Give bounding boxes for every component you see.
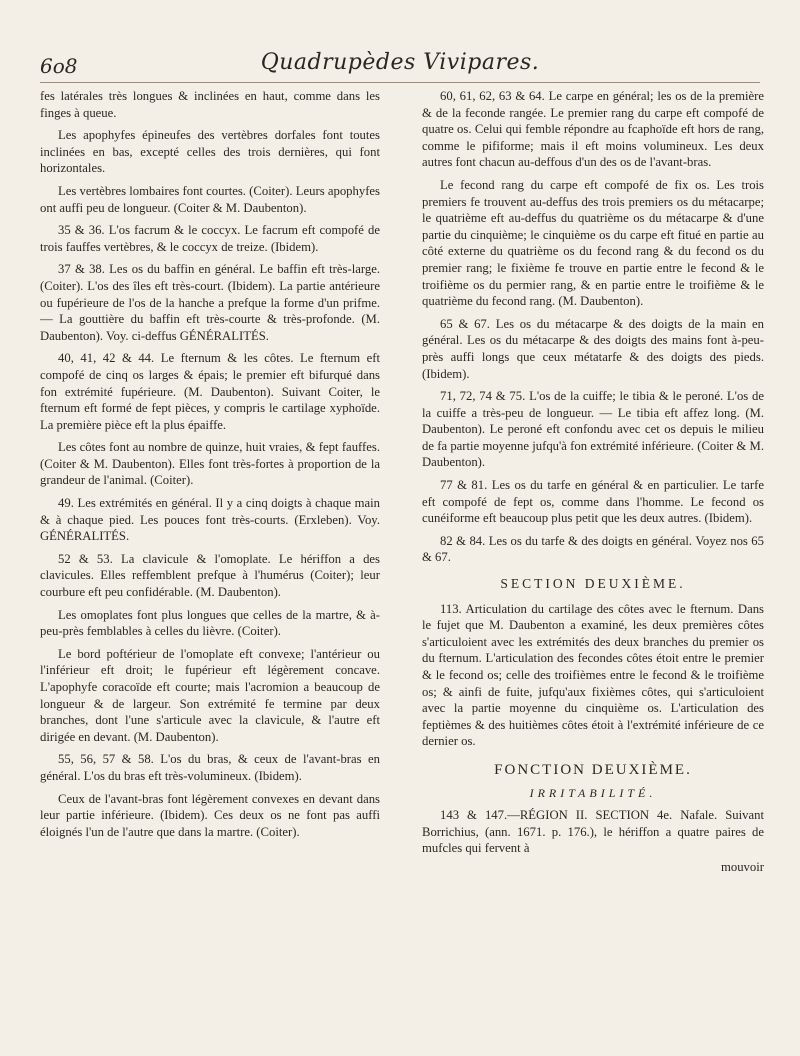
- paragraph: Le bord poftérieur de l'omoplate eft convexe; l'antérieur ou l'inférieur eft droit; le fupérieur eft légèrement concave. L'apophyfe coracoïde eft courte; mais l'acromion a beaucoup de longueur & de largeur. Son extrémité fe termine par deux branches, dont l'une s'articule avec la clavicule, & l'autre eft dirigée en devant. (M. Daubenton).: [40, 646, 380, 744]
- paragraph: 52 & 53. La clavicule & l'omoplate. Le hériffon a des clavicules. Elles reffemblent prefque à l'humérus (Coiter); leur courbure eft peu confidérable. (M. Daubenton).: [40, 551, 380, 600]
- paragraph: Les omoplates font plus longues que celles de la martre, & à-peu-près femblables à celles du lièvre. (Coiter).: [40, 607, 380, 639]
- section-heading: SECTION DEUXIÈME.: [500, 576, 686, 592]
- paragraph: 35 & 36. L'os facrum & le coccyx. Le facrum eft compofé de trois fauffes vertèbres, & le coccyx de treize. (Ibidem).: [40, 223, 380, 254]
- paragraph: fes latérales très longues & inclinées en haut, comme dans les finges à queue.: [40, 89, 380, 120]
- paragraph: Le fecond rang du carpe eft compofé de fix os. Les trois premiers fe trouvent au-deffus des trois premiers os du métacarpe; le quatrième eft au-deffus du quatrième os du métacarpe & d'une partie du cinquième; le cinquième os du carpe eft fitué en partie au côté externe du quatrième os du fecond rang & du fecond os du premier rang; le fixième fe trouve en partie entre le fecond & le troifième os du permier rang, & en partie entre le troifième & le quatrième du fecond rang. (M. Daubenton).: [422, 177, 764, 309]
- page-header: [40, 48, 760, 83]
- paragraph: 71, 72, 74 & 75. L'os de la cuiffe; le tibia & le peroné. L'os de la cuiffe a très-peu de longueur. — Le tibia eft affez long. (M. Daubenton). Le peroné eft confondu avec cet os depuis le milieu de fa partie moyenne jufqu'à fon extrémité inférieure. (Coiter & M. Daubenton).: [422, 389, 764, 470]
- paragraph: 40, 41, 42 & 44. Le fternum & les côtes. Le fternum eft compofé de cinq os larges & épais; le premier eft bifurqué dans fon extrémité fupérieure. (M. Daubenton). Suivant Coiter, le fternum eft formé de fept pièces, y compris le cartilage xyphoïde. La première pièce eft la plus épaiffe.: [40, 351, 380, 432]
- page-number: 6o8: [40, 54, 78, 78]
- catchword: mouvoir: [721, 859, 764, 874]
- fonction-heading: FONCTION DEUXIÈME.: [494, 761, 692, 778]
- paragraph: 60, 61, 62, 63 & 64. Le carpe en général; les os de la première & de la feconde rangée. Le premier rang du carpe eft compofé de quatre os. Celui qui femble répondre au fcaphoïde eft hors de rang, comme le pififorme; mais il eft moins volumineux. Les deux autres font chacun au-deffous d'un des os de l'avant-bras.: [422, 89, 764, 170]
- paragraph: Ceux de l'avant-bras font légèrement convexes en devant dans leur partie inférieure. (Ibidem). Ces deux os ne font pas auffi éloignés l'un de l'autre que dans la martre. (Coiter).: [40, 791, 380, 839]
- paragraph: 113. Articulation du cartilage des côtes avec le fternum. Dans le fujet que M. Daubenton a examiné, les deux premières côtes s'articuloient avec les extrémités des deux branches du premier os du fternum. L'articulation des fecondes côtes étoit entre le premier & le fecond os; celle des troifièmes entre le fecond & le troifième os; & ainfi de fuite, jufqu'aux fixièmes côtes, qui s'articuloient avec la partie moyenne du cinquième os. L'articulation des feptièmes & des huitièmes côtes étoit à l'extrémité inférieure de ce dernier os.: [422, 601, 764, 749]
- paragraph: 49. Les extrémités en général. Il y a cinq doigts à chaque main & à chaque pied. Les pouces font très-courts. (Erxleben). Voy. GÉNÉRALITÉS.: [40, 496, 380, 544]
- paragraph: Les apophyfes épineufes des vertèbres dorfales font toutes inclinées en bas, excepté celles des trois dernières, qui font horizontales.: [40, 128, 380, 176]
- paragraph: 77 & 81. Les os du tarfe en général & en particulier. Le tarfe eft compofé de fept os, comme dans l'homme. Le fecond os cunéiforme eft beaucoup plus petit que les deux autres. (Ibidem).: [422, 478, 764, 526]
- right-column: [422, 88, 764, 876]
- paragraph: 82 & 84. Les os du tarfe & des doigts en général. Voyez nos 65 & 67.: [422, 533, 764, 565]
- left-column: [40, 88, 380, 846]
- paragraph: 55, 56, 57 & 58. L'os du bras, & ceux de l'avant-bras en général. L'os du bras eft très-volumineux. (Ibidem).: [40, 752, 380, 783]
- paragraph: 143 & 147.—RÉGION II. SECTION 4e. Nafale. Suivant Borrichius, (ann. 1671. p. 176.), le hériffon a quatre paires de mufcles qui fervent à: [422, 808, 764, 856]
- running-title: Quadrupèdes Vivipares.: [260, 50, 540, 75]
- irritabilite-heading: IRRITABILITÉ.: [529, 785, 657, 800]
- paragraph: 65 & 67. Les os du métacarpe & des doigts de la main en général. Les os du métacarpe & des doigts des mains font à-peu-près auffi longs que ceux métatarfe & des doigts des pieds. (Ibidem).: [422, 316, 764, 381]
- paragraph: 37 & 38. Les os du baffin en général. Le baffin eft très-large. (Coiter). L'os des îles eft très-court. (Ibidem). La partie antérieure ou fupérieure de l'os de la hanche a prefque la forme d'un prifme. — La gouttière du baffin eft très-courte & très-profonde. (M. Daubenton). Voy. ci-deffus GÉNÉRALITÉS.: [40, 262, 380, 343]
- paragraph: Les vertèbres lombaires font courtes. (Coiter). Leurs apophyfes ont auffi peu de longueur. (Coiter & M. Daubenton).: [40, 183, 380, 215]
- paragraph: Les côtes font au nombre de quinze, huit vraies, & fept fauffes. (Coiter & M. Daubenton). Elles font très-fortes à proportion de la grandeur de l'animal. (Coiter).: [40, 440, 380, 488]
